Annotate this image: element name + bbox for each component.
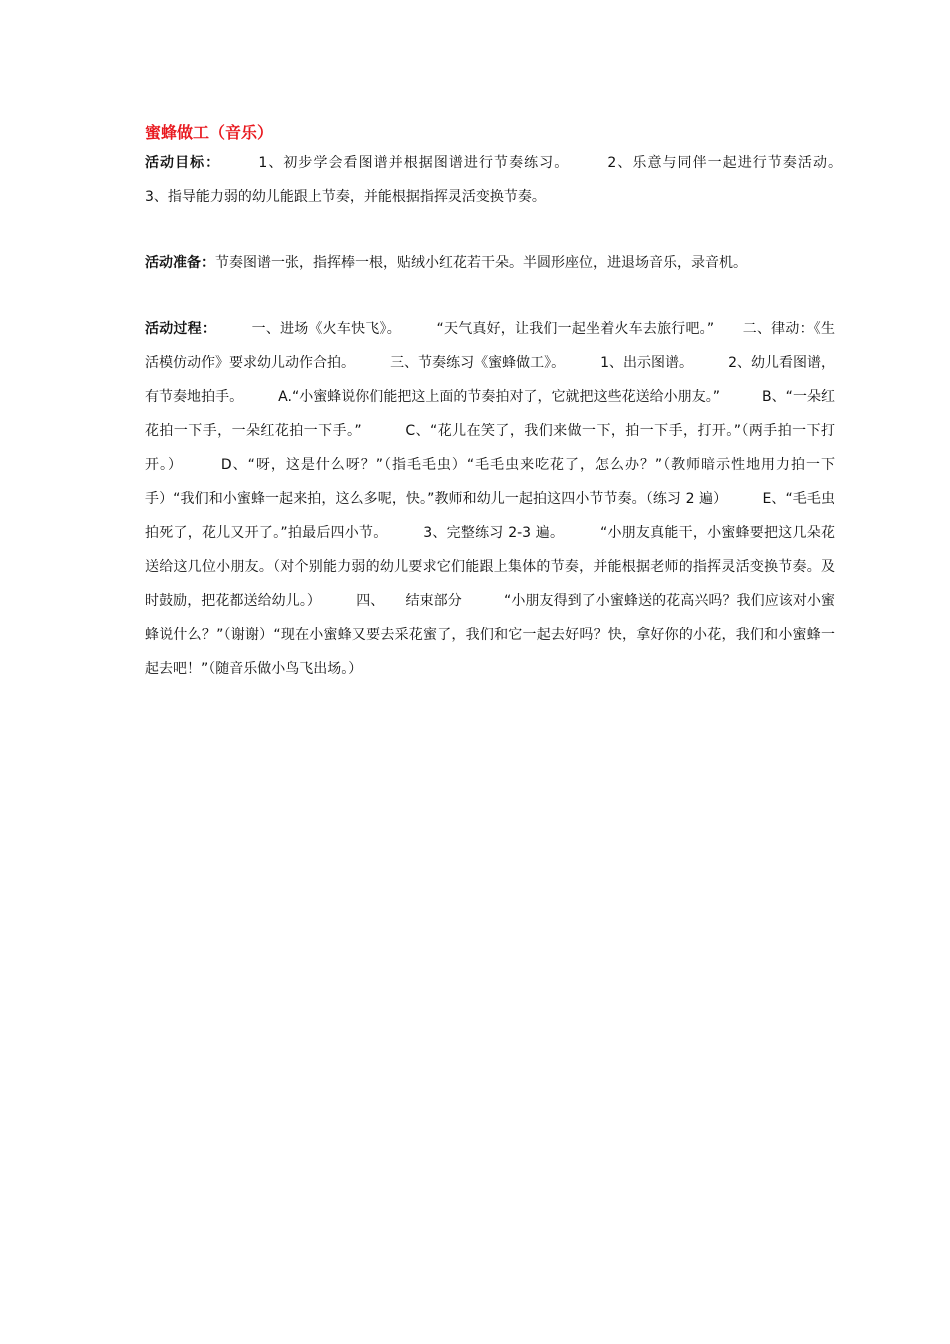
- section-preparation-label: 活动准备：: [145, 255, 215, 271]
- section-process-label: 活动过程：: [145, 321, 210, 337]
- section-goals-text: 1、初步学会看图谱并根据图谱进行节奏练习。 2、乐意与同伴一起进行节奏活动。 3、指导能力弱的幼儿能跟上节奏，并能根据指挥灵活变换节奏。: [145, 155, 878, 205]
- section-goals-label: 活动目标：: [145, 155, 214, 171]
- section-preparation: [145, 246, 835, 280]
- document-page: [145, 120, 878, 686]
- spacer: [145, 280, 835, 312]
- section-process: [145, 312, 835, 686]
- section-process-text: 一、进场《火车快飞》。 “天气真好，让我们一起坐着火车去旅行吧。” 二、律动：《生活模仿动作》要求幼儿动作合拍。 三、节奏练习《蜜蜂做工》。 1、出示图谱。 2、幼儿看图谱，有节奏地拍手。 A.“小蜜蜂说你们能把这上面的节奏拍对了，它就把这些花送给小朋友。” B、“一朵红花拍一下手，一朵红花拍一下手。” C、“花儿在笑了，我们来做一下，拍一下手，打开。”（两手拍一下打开。） D、“呀，这是什么呀？”（指毛毛虫）“毛毛虫来吃花了，怎么办？”（教师暗示性地用力拍一下手）“我们和小蜜蜂一起来拍，这么多呢，快。”教师和幼儿一起拍这四小节节奏。（练习 2 遍） E、“毛毛虫拍死了，花儿又开了。”拍最后四小节。 3、完整练习 2-3 遍。 “小朋友真能干，小蜜蜂要把这几朵花送给这几位小朋友。（对个别能力弱的幼儿要求它们能跟上集体的节奏，并能根据老师的指挥灵活变换节奏。及时鼓励，把花都送给幼儿。） 四、 结束部分 “小朋友得到了小蜜蜂送的花高兴吗？我们应该对小蜜蜂说什么？”（谢谢）“现在小蜜蜂又要去采花蜜了，我们和它一起去好吗？快，拿好你的小花，我们和小蜜蜂一起去吧！”（随音乐做小鸟飞出场。）: [145, 321, 835, 677]
- section-goals: [145, 146, 878, 214]
- section-preparation-text: 节奏图谱一张，指挥棒一根，贴绒小红花若干朵。半圆形座位，进退场音乐，录音机。: [215, 255, 747, 271]
- document-title: 蜜蜂做工（音乐）: [145, 123, 274, 142]
- spacer: [145, 214, 835, 246]
